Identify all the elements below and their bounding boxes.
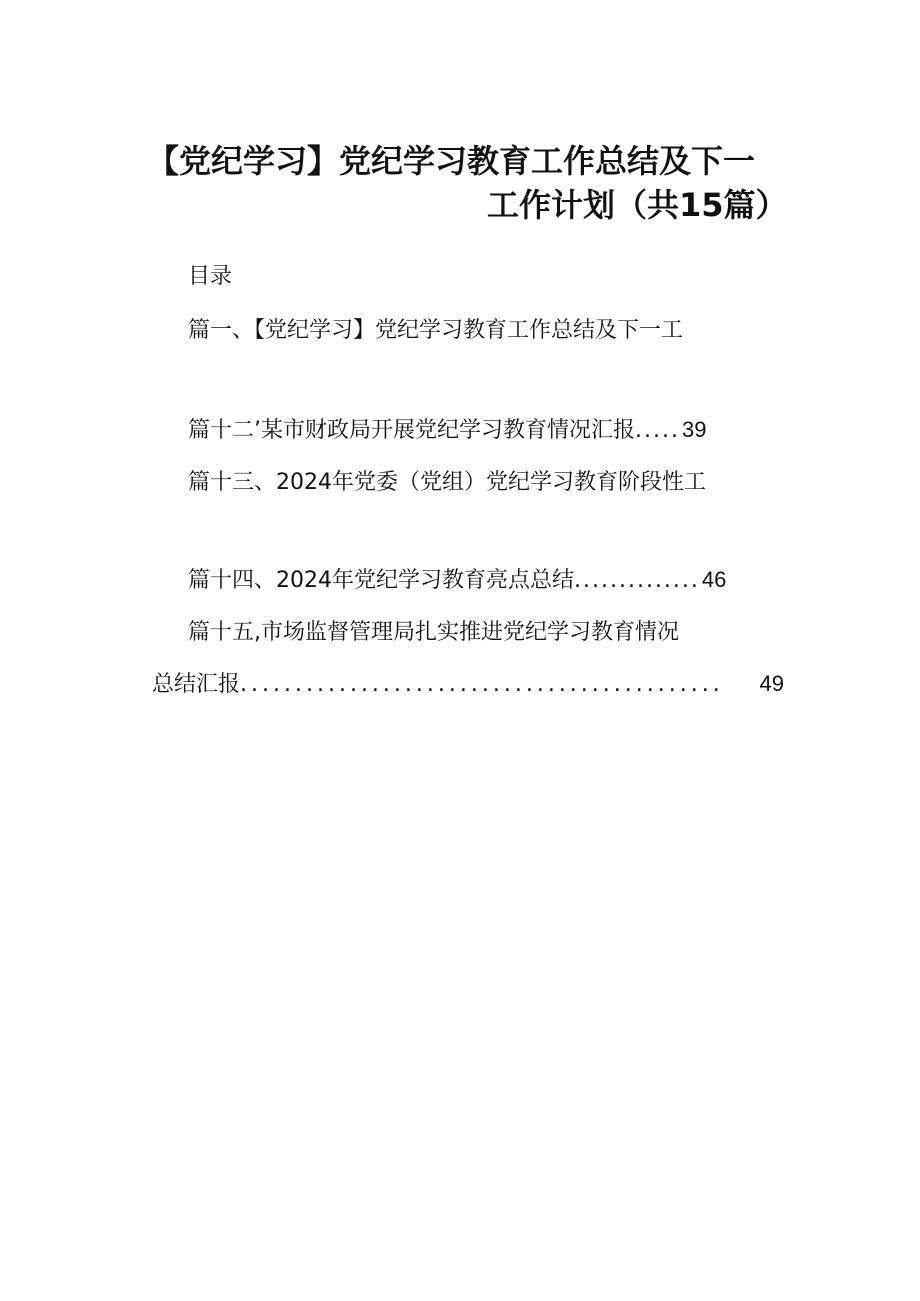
toc-entry[interactable]	[188, 313, 683, 344]
toc-entry-text: 篇十五,市场监督管理局扎实推进党纪学习教育情况	[188, 620, 679, 645]
toc-entry[interactable]	[188, 563, 726, 594]
toc-entry[interactable]	[188, 615, 679, 646]
toc-entry-text: 篇十三、2024年党委（党组）党纪学习教育阶段性工	[188, 470, 706, 495]
toc-page-number: 39	[681, 417, 707, 442]
document-title-line-2: 工作计划（共15篇）	[487, 186, 788, 224]
toc-page-number: 49	[759, 671, 784, 696]
toc-heading: 目录	[188, 264, 233, 289]
toc-entry-continuation[interactable]	[152, 667, 784, 698]
toc-entry-text: 总结汇报	[152, 672, 241, 697]
toc-page-number: 46	[701, 567, 727, 592]
toc-entry-text: 篇十二’某市财政局开展党纪学习教育情况汇报	[188, 418, 635, 443]
toc-dot-leader: ..............	[574, 568, 700, 593]
toc-dot-leader: .....	[635, 418, 680, 443]
document-title-line-1: 【党纪学习】党纪学习教育工作总结及下一	[147, 142, 756, 180]
toc-entry[interactable]	[188, 465, 706, 496]
toc-dot-leader: ............................................	[240, 672, 724, 697]
toc-entry-text: 篇一、【党纪学习】党纪学习教育工作总结及下一工	[188, 318, 684, 343]
toc-entry[interactable]	[188, 413, 706, 444]
toc-entry-text: 篇十四、2024年党纪学习教育亮点总结	[188, 568, 574, 593]
